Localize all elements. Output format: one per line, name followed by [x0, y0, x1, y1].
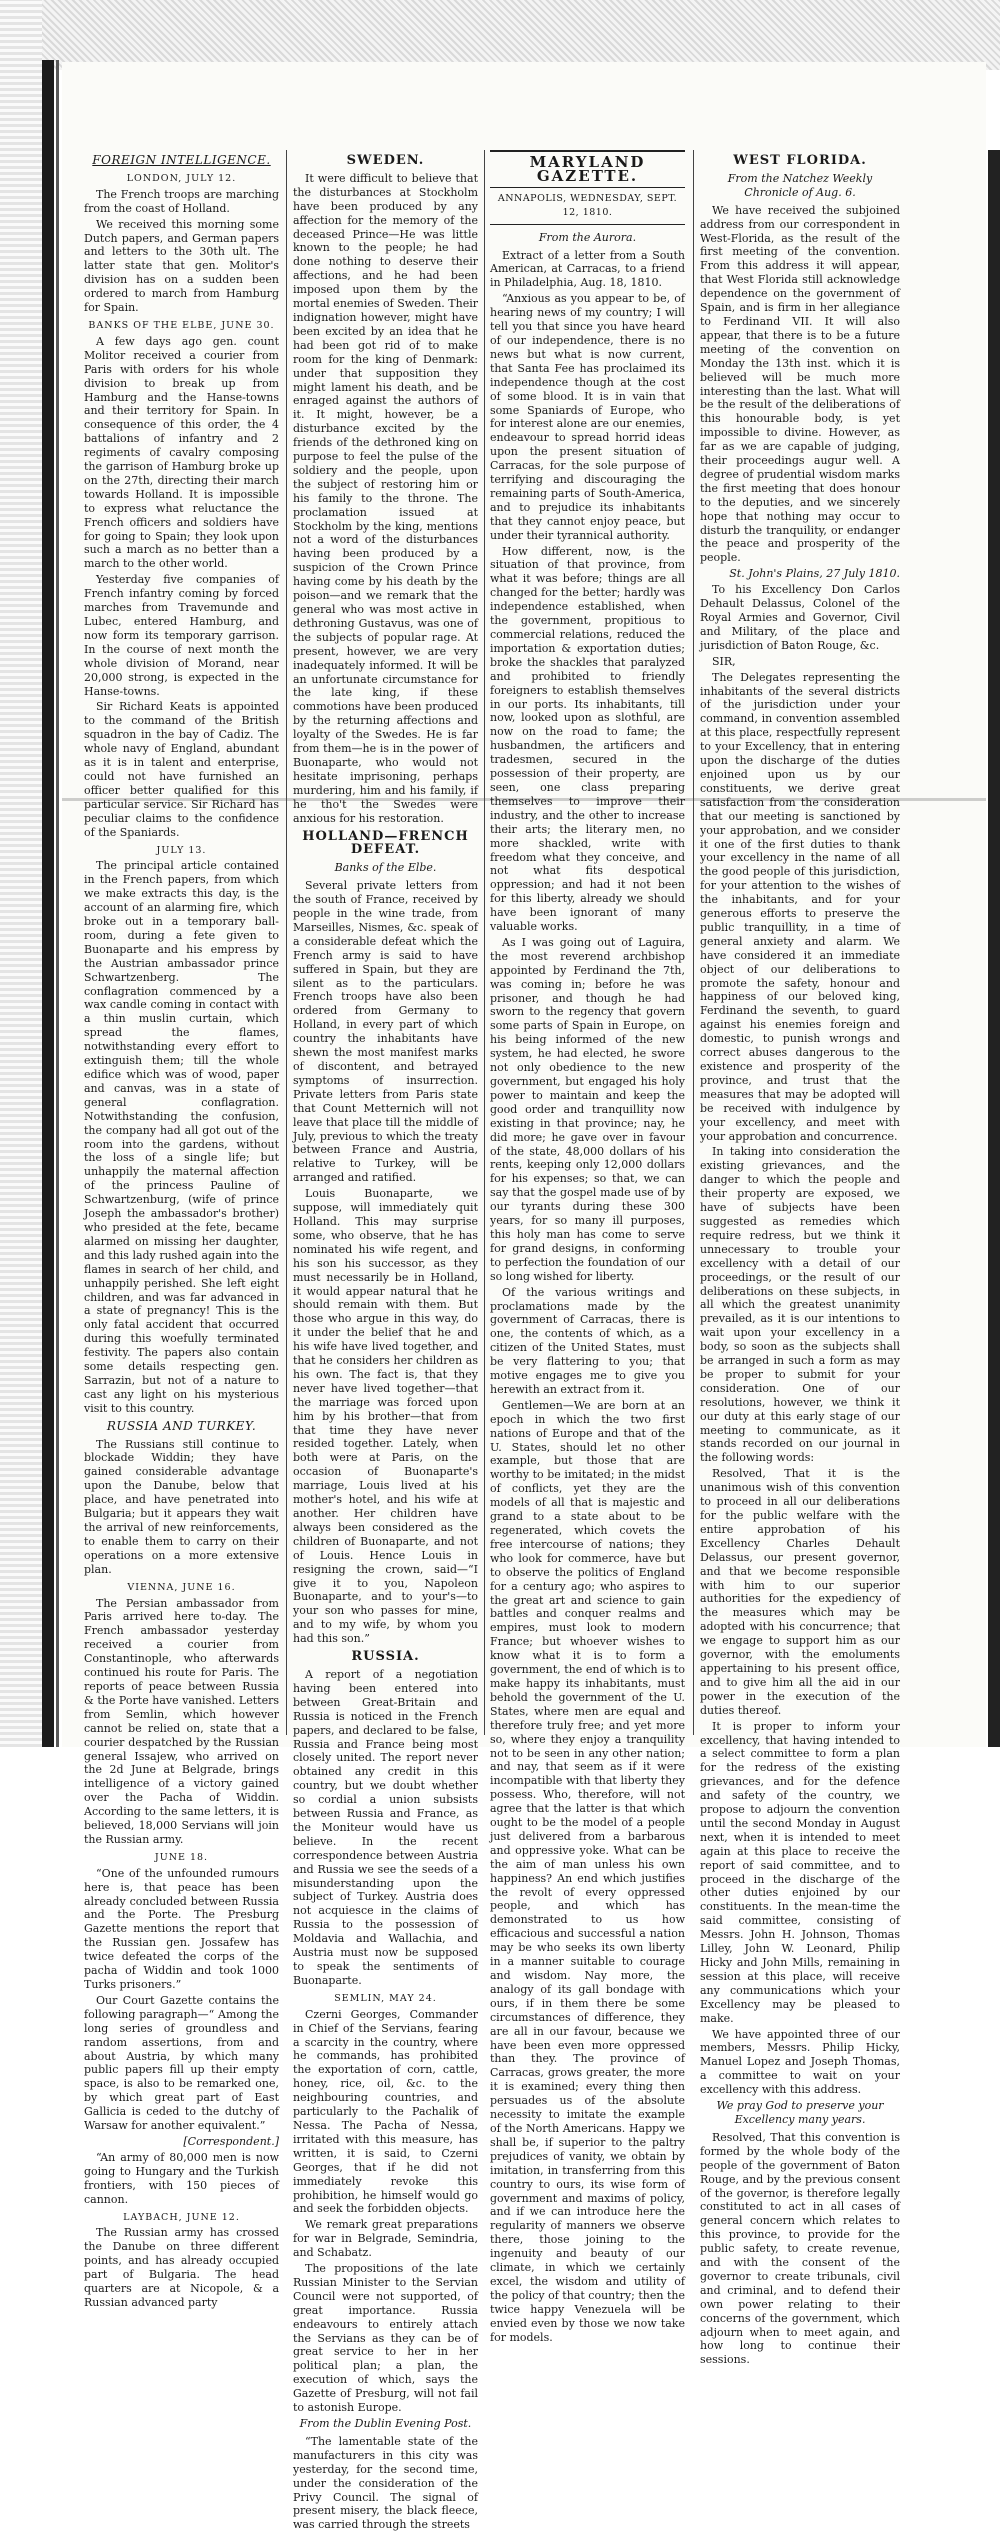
- paragraph: The principal article contained in the French papers, from which we make extracts this day, is the account of an alarming fire, which broke out in a temporary ball-room, during a fete given to Buonaparte and his empress by the Austrian ambassador prince Schwartzenberg. The conflagration commenced by a wax candle coming in contact with a thin muslin curtain, which spread the flames, notwithstanding every effort to extinguish them; till the whole edifice which was of wood, paper and canvas, was in a state of general conflagration. Notwithstanding the confusion, the company had all got out of the room into the gardens, without the loss of a single life; but unhappily the maternal affection of the princess Pauline of Schwartzenburg, (wife of prince Joseph the ambassador's brother) who presided at the fete, became alarmed on missing her daughter, and this lady rushed again into the flames in search of her child, and unhappily perished. She left eight children, and was far advanced in a state of pregnancy! This is the only fatal accident that occurred during this woefully terminated festivity. The papers also contain some details respecting gen. Sarrazin, but not of a nature to cast any light on his mysterious visit to this country.: [84, 859, 279, 1415]
- dateline: BANKS OF THE ELBE, JUNE 30.: [88, 319, 275, 331]
- paragraph: Sir Richard Keats is appointed to the command of the British squadron in the bay of Cadiz. The whole navy of England, abundant as it is in talent and enterprise, could not have furnished an officer better qualified for this particular service. Sir Richard has peculiar claims to the confidence of the Spaniards.: [84, 700, 279, 839]
- section-heading: RUSSIA AND TURKEY.: [106, 1418, 257, 1433]
- subheading: Banks of the Elbe.: [334, 861, 437, 875]
- paragraph: Of the various writings and proclamations made by the government of Carracas, there is one, the contents of which, as a citizen of the United States, must be very flattering to you; that motive engages me to give you herewith an extract from it.: [490, 1285, 685, 1396]
- paragraph: Several private letters from the south of France, received by people in the wine trade, from Marseilles, Nismes, &c. speak of a considerable defeat which the French army is said to have suffered in Spain, but they are silent as to the particulars. French troops have also been ordered from Germany to Holland, in every part of which country the inhabitants have shewn the most manifest marks of discontent, and betrayed symptoms of insurrection. Private letters from Paris state that Count Metternich will not leave that place till the middle of July, previous to which the treaty between France and Austria, relative to Turkey, will be arranged and ratified.: [293, 879, 478, 1185]
- paragraph: Our Court Gazette contains the following paragraph—“ Among the long series of groundless and random assertions, from and about Austria, by which many public papers fill up their empty space, is also to be remarked one, by which great part of East Gallicia is ceded to the dutchy of Warsaw for another equivalent.”: [84, 1993, 279, 2133]
- issue-dateline: ANNAPOLIS, WEDNESDAY, SEPT. 12, 1810.: [490, 192, 685, 225]
- subheading: From the Aurora.: [538, 230, 637, 244]
- column-maryland-gazette: [490, 150, 685, 2344]
- closing: We pray God to preserve your Excellency many years.: [716, 2099, 884, 2126]
- paragraph: Extract of a letter from a South American, at Carracas, to a friend in Philadelphia, Aug. 18, 1810.: [490, 248, 685, 290]
- masthead: MARYLAND GAZETTE.: [490, 150, 685, 188]
- paragraph: It were difficult to believe that the disturbances at Stockholm have been produced by any affection for the memory of the deceased Prince—He was little known to the people; he had done nothing to deserve their affections, and he had been imposed upon them by the mortal enemies of Sweden. Their indignation however, might have been excited by an idea that he had been got rid of to make room for the king of Denmark: under that supposition they might lament his death, and be enraged against the authors of it. It might, however, be a disturbance excited by the friends of the dethroned king on purpose to feel the pulse of the soldiery and the people, upon the subject of restoring him or his family to the throne. The proclamation issued at Stockholm by the king, mentions not a word of the disturbances having been produced by a suspicion of the Crown Prince having come by his death by the poison—and we remark that the general who was most active in dethroning Gustavus, was one of the subjects of popular rage. At present, however, we are very inadequately informed. It will be an unfortunate circumstance for the late king, if these commotions have been produced by the returning affections and loyalty of the Swedes. He is far from them—he is in the power of Buonaparte, who would not hesitate imprisoning, perhaps murdering, him and his family, if he tho't the Swedes were anxious for his restoration.: [293, 171, 478, 825]
- signature: [Correspondent.]: [183, 2134, 279, 2148]
- paragraph: “The lamentable state of the manufacturers in this city was yesterday, for the second time, under the consideration of the Privy Council. The signal of present misery, the black fleece, was carried through the streets: [293, 2434, 478, 2532]
- scan-margin-left: [0, 0, 42, 1747]
- salutation: SIR,: [712, 654, 736, 668]
- paragraph: The French troops are marching from the coast of Holland.: [84, 187, 279, 215]
- dateline: VIENNA, JUNE 16.: [127, 1581, 236, 1593]
- paragraph: Czerni Georges, Commander in Chief of the Servians, fearing a scarcity in the country, where he commands, has prohibited the exportation of corn, cattle, honey, rice, oil, &c. to the neighbouring countries, and particularly to the Pachalik of Nessa. The Pacha of Nessa, irritated with this measure, has written, it is said, to Czerni Georges, that if he did not immediately revoke this prohibition, he himself would go and seek the forbidden objects.: [293, 2007, 478, 2216]
- paragraph: The Persian ambassador from Paris arrived here to-day. The French ambassador yesterday received a courier from Constantinople, who afterwards continued his route for Paris. The reports of peace between Russia & the Porte have vanished. Letters from Semlin, which however cannot be relied on, state that a courier despatched by the Russian general Issajew, who arrived on the 2d June at Belgrade, brings intelligence of a victory gained over the Pacha of Widdin. According to the same letters, it is believed, 18,000 Servians will join the Russian army.: [84, 1596, 279, 1846]
- subheading: From the Natchez Weekly Chronicle of Aug. 6.: [727, 171, 873, 199]
- paragraph: We have appointed three of our members, Messrs. Philip Hicky, Manuel Lopez and Joseph Thomas, a committee to wait on your excellency with this address.: [700, 2027, 900, 2097]
- paragraph: The propositions of the late Russian Minister to the Servian Council were not supported, of great importance. Russia endeavours to entirely attach the Servians as they can be of great service to her in her political plan; a plan, the execution of which, says the Gazette of Presburg, will not fail to astonish Europe.: [293, 2262, 478, 2415]
- paragraph: The Russian army has crossed the Danube on three different points, and has already occupied part of Bulgaria. The head quarters are at Nicopole, & a Russian advanced party: [84, 2226, 279, 2309]
- column-foreign-intelligence: [84, 150, 279, 2309]
- column-rule: [286, 150, 287, 1735]
- paragraph: As I was going out of Laguira, the most reverend archbishop appointed by Ferdinand the 7th, was coming in; before he was prisoner, and though he had sworn to the regency that govern some parts of Spain in Europe, on his being informed of the new system, he had elected, he swore not only obedience to the new government, but engaged his holy power to maintain and keep the good order and tranquillity now existing in that province; nay, he did more; he gave over in favour of the state, 48,000 dollars of his rents, keeping only 12,000 dollars for his expenses; so that, we can say that the gospel made use of by our tyrants during these 300 years, for so many ill purposes, this holy man has come to serve for grand designs, in conforming to perfection the foundation of our so long wished for liberty.: [490, 935, 685, 1283]
- paragraph: Louis Buonaparte, we suppose, will immediately quit Holland. This may surprise some, who observe, that he has nominated his wife regent, and his son his successor, as they must necessarily be in Holland, it would appear natural that he should remain with them. But those who argue in this way, do it under the belief that he and his wife have lived together, and that he considers her children as his own. The fact is, that they never have lived together—that the marriage was forced upon him by his brother—that from that time they have never resided together. Lately, when both were at Paris, on the occasion of Buonaparte's marriage, Louis lived at his mother's hotel, and his wife at another. Her children have always been considered as the children of Buonaparte, and not of Louis. Hence Louis in resigning the crown, said—“I give it to you, Napoleon Buonaparte, and to your's—to your son who passes for mine, and to my wife, by whom you had this son.”: [293, 1187, 478, 1646]
- dateline: JULY 13.: [156, 844, 207, 856]
- paragraph: Resolved, That this convention is formed by the whole body of the people of the government of Baton Rouge, and by the previous consent of the governor, is therefore legally constituted to act in all cases of general concern which relates to this province, to provide for the public safety, to create revenue, and with the consent of the governor to create tribunals, civil and criminal, and to defend their own power relating to their concerns of the government, which adjourn when to meet again, and how long to continue their sessions.: [700, 2130, 900, 2367]
- letter-address: To his Excellency Don Carlos Dehault Delassus, Colonel of the Royal Armies and Governor, Civil and Military, of the place and jurisdiction of Baton Rouge, &c.: [700, 583, 900, 652]
- section-heading: WEST FLORIDA.: [733, 153, 867, 168]
- paragraph: We have received the subjoined address from our correspondent in West-Florida, as the result of the first meeting of the convention. From this address it will appear, that West Florida still acknowledge dependence on the government of Spain, and is firm in her allegiance to Ferdinand VII. It will also appear, that there is to be a future meeting of the convention on Monday the 13th inst. which it is believed will be much more interesting than the last. What will be the result of the deliberations of this honourable body, is yet impossible to divine. However, as far as we are capable of judging, their proceedings augur well. A degree of prudential wisdom marks the first meeting that does honour to the deputies, and we sincerely hope that nothing may occur to disturb the tranquility, or endanger the peace and prosperity of the people.: [700, 203, 900, 565]
- paragraph: The Delegates representing the inhabitants of the several districts of the jurisdiction under your command, in convention assembled at this place, respectfully represent to your Excellency, that in entering upon the discharge of the duties enjoined upon us by our constituents, we derive great satisfaction from the consideration that our meeting is sanctioned by your approbation, and we consider it one of the first duties to thank your excellency in the name of all the good people of this jurisdiction, for your attention to the wishes of the inhabitants, and for your generous efforts to preserve the public tranquillity, in a time of general anxiety and alarm. We have considered it an immediate object of our deliberations to promote the safety, honour and happiness of our beloved king, Ferdinand the seventh, to guard against his enemies foreign and domestic, to punish wrongs and correct abuses dangerous to the existence and prosperity of the province, and trust that the measures that may be adopted will be received with indulgence by your excellency, and meet with your approbation and concurrence.: [700, 670, 900, 1143]
- paragraph: “One of the unfounded rumours here is, that peace has been already concluded between Russia and the Porte. The Presburg Gazette mentions the report that the Russian gen. Jossafew has twice defeated the corps of the pacha of Widdin and took 1000 Turks prisoners.”: [84, 1866, 279, 1991]
- paragraph: Gentlemen—We are born at an epoch in which the two first nations of Europe and that of the U. States, should let no other example, but those that are worthy to be imitated; in the midst of conflicts, yet they are the models of all that is majestic and grand to a state about to be regenerated, which covets the free intercourse of nations; they who look for commerce, have but to observe the politics of England for a century ago; who aspires to the great art and science to gain battles and conquer realms and empires, must look to modern France; but whoever wishes to know what it is to form a government, the end of which is to make happy its inhabitants, must behold the government of the U. States, where men are equal and therefore truly free; and yet more so, where they enjoy a tranquility not to be seen in any other nation; and nay, that seem as if it were incompatible with that liberty they possess. Who, therefore, will not agree that the latter is that which ought to be the model of a people just delivered from a barbarous and oppressive yoke. What can be the aim of man unless his own happiness? An end which justifies the revolt of every oppressed people, and which has demonstrated to us how efficacious and successful a nation may be who seeks its own liberty in a manner suitable to courage and wisdom. Nay more, the analogy of its gall bondage with ours, if in them there be some circumstances of difference, they are all in our favour, because we have been even more oppressed than they. The province of Carracas, grows greater, the more it is examined; every thing then persuades us of the absolute necessity to imitate the example of the North Americans. Happy we shall be, if superior to the paltry prejudices of vanity, we obtain by imitation, in transferring from this country to ours, its wise form of government and maxims of policy, and if we can introduce here the regularity of manners we observe there, those joining to the ingenuity and beauty of our climate, in which we certainly excel, the wisdom and utility of the policy of that country; then the twice happy Venezuela will be envied even by those we now take for models.: [490, 1398, 685, 2344]
- paragraph: We received this morning some Dutch papers, and German papers and letters to the 30th ult. The latter state that gen. Molitor's division has on a sudden been ordered to march from Hamburg for Spain.: [84, 217, 279, 315]
- paragraph: In taking into consideration the existing grievances, and the danger to which the people and their property are exposed, we have of subjects have been suggested as remedies which require redress, but we think it unnecessary to trouble your excellency with a detail of our proceedings, or the result of our deliberations on these subjects, in all which the greatest unanimity prevailed, as it is our intentions to wait upon your excellency in a body, so soon as the subjects shall be arranged in such a form as may be proper to submit for your consideration. One of our resolutions, however, we think it our duty at this early stage of our meeting to communicate, as it stands recorded on our journal in the following words:: [700, 1145, 900, 1465]
- scan-edge-right: [988, 150, 1000, 1747]
- column-west-florida: [700, 150, 900, 2367]
- section-heading: FOREIGN INTELLIGENCE.: [92, 153, 271, 167]
- letter-date: St. John's Plains, 27 July 1810.: [729, 567, 900, 581]
- column-sweden: [293, 150, 478, 2532]
- paragraph: “An army of 80,000 men is now going to Hungary and the Turkish frontiers, with 150 pieces of cannon.: [84, 2150, 279, 2206]
- paragraph: It is proper to inform your excellency, that having intended to a select committee to form a plan for the redress of the existing grievances, and for the defence and safety of the country, we propose to adjourn the convention until the second Monday in August next, when it is intended to meet again at this place to receive the report of said committee, and to proceed in the discharge of the other duties enjoined by our constituents. In the mean-time the said committee, consisting of Messrs. John H. Johnson, Thomas Lilley, John W. Leonard, Philip Hicky and John Mills, remaining in session at this place, will receive any communications which your Excellency may be pleased to make.: [700, 1719, 900, 2025]
- paragraph: “Anxious as you appear to be, of hearing news of my country; I will tell you that since you have heard of our independence, there is no news but what is now current, that Santa Fee has proclaimed its independence though at the cost of some blood. It is in vain that some Spaniards of Europe, who for interest alone are our enemies, endeavour to spread horrid ideas upon the present situation of Carracas, for the sole purpose of terrifying and discouraging the remaining parts of South-America, and to prejudice its inhabitants that they cannot enjoy peace, but under their tyrannical authority.: [490, 292, 685, 542]
- book-binding: [42, 60, 54, 1747]
- dateline: JUNE 18.: [154, 1851, 209, 1863]
- paragraph: The Russians still continue to blockade Widdin; they have gained considerable advantage upon the Danube, below that place, and have penetrated into Bulgaria; but it appears they wait the arrival of new reinforcements, to enable them to carry on their operations on a more extensive plan.: [84, 1437, 279, 1576]
- paragraph: A few days ago gen. count Molitor received a courier from Paris with orders for his whole division to break up from Hamburg and the Hanse-towns and their territory for Spain. In consequence of this order, the 4 battalions of infantry and 2 regiments of cavalry composing the garrison of Hamburg broke up on the 27th, directing their march towards Holland. It is impossible to express what reluctance the French officers and soldiers have for going to Spain; they look upon such a march as no better than a march to the other world.: [84, 334, 279, 571]
- paragraph: Resolved, That it is the unanimous wish of this convention to proceed in all our deliberations for the public welfare with the entire approbation of his Excellency Charles Dehault Delassus, our present governor, and that we become responsible with him to our superior authorities for the expediency of the measures which may be adopted with his concurrence; that we engage to support him as our governor, with the emoluments appertaining to his present office, and to give him all the aid in our power in the execution of the duties thereof.: [700, 1467, 900, 1717]
- column-rule: [693, 150, 694, 1735]
- paragraph: We remark great preparations for war in Belgrade, Semindria, and Schabatz.: [293, 2218, 478, 2260]
- binding-edge: [56, 60, 59, 1747]
- scan-margin-top: [0, 0, 1000, 70]
- section-heading: SWEDEN.: [346, 153, 425, 168]
- section-heading: HOLLAND—FRENCH DEFEAT.: [302, 828, 469, 858]
- dateline: LAYBACH, JUNE 12.: [123, 2211, 240, 2223]
- subheading: From the Dublin Evening Post.: [299, 2417, 472, 2430]
- paragraph: Yesterday five companies of French infantry coming by forced marches from Travemunde and Lubec, entered Hamburg, and now form its temporary garrison. In the course of next month the whole division of Morand, near 20,000 strong, is expected in the Hanse-towns.: [84, 573, 279, 698]
- section-heading: RUSSIA.: [351, 1649, 420, 1665]
- dateline: SEMLIN, MAY 24.: [334, 1992, 437, 2004]
- paragraph: How different, now, is the situation of that province, from what it was before; things are all changed for the better; hardly was independence established, when the government, propitious to commercial relations, reduced the importation & exportation duties; broke the shackles that paralyzed and prohibited to friendly foreigners to establish themselves in our ports. Its inhabitants, till now, looked upon as slothful, are now on the road to fame; the husbandmen, the artificers and tradesmen, secured in the possession of their property, are seen, one class preparing themselves to improve their industry, and the other to increase their arts; the literary men, no more shackled, write with freedom what they conceive, and not what fits despotical oppression; and had it not been for this liberty, already we should have been ignorant of many valuable works.: [490, 544, 685, 934]
- paragraph: A report of a negotiation having been entered into between Great-Britain and Russia is noticed in the French papers, and declared to be false, Russia and France being most closely united. The report never obtained any credit in this country, but we doubt whether so cordial a union subsists between Russia and France, as the Moniteur would have us believe. In the recent correspondence between Austria and Russia we see the seeds of a misunderstanding upon the subject of Turkey. Austria does not acquiesce in the claims of Russia to the possession of Moldavia and Wallachia, and Austria must now be supposed to speak the sentiments of Buonaparte.: [293, 1667, 478, 1987]
- dateline: LONDON, JULY 12.: [126, 172, 237, 184]
- column-rule: [484, 150, 485, 1735]
